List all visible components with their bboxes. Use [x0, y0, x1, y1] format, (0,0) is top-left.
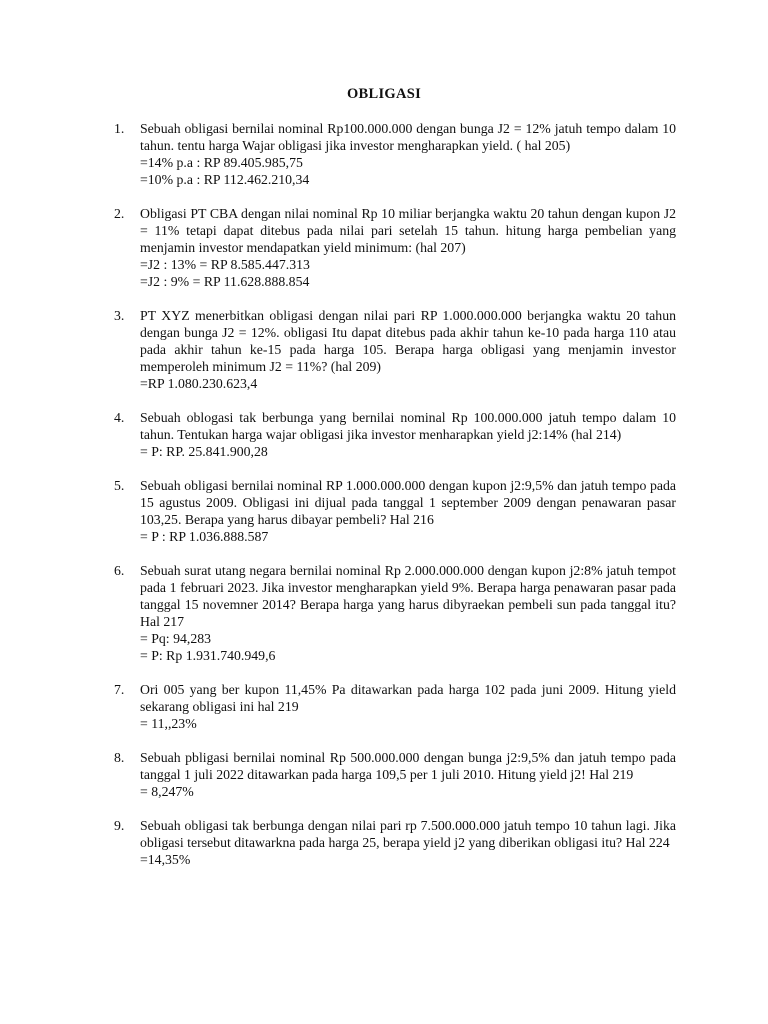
question-item — [114, 749, 676, 800]
question-item — [114, 409, 676, 460]
question-item — [114, 120, 676, 188]
question-text: Ori 005 yang ber kupon 11,45% Pa ditawarkan pada harga 102 pada juni 2009. Hitung yield sekarang obligasi ini hal 219 — [140, 682, 676, 714]
question-text: Obligasi PT CBA dengan nilai nominal Rp 10 miliar berjangka waktu 20 tahun dengan kupon J2 = 11% tetapi dapat ditebus pada nilai pari setelah 15 tahun. hitung harga pembelian yang menjamin investor mendapatkan yield minimum: (hal 207) — [140, 206, 676, 255]
answer-line: = P: RP. 25.841.900,28 — [140, 444, 268, 459]
answer-line: = 11,,23% — [140, 716, 197, 731]
document-title: OBLIGASI — [346, 86, 422, 102]
answer-line: = P: Rp 1.931.740.949,6 — [140, 648, 276, 663]
question-number: 6. — [114, 563, 125, 578]
question-text: Sebuah obligasi bernilai nominal Rp100.000.000 dengan bunga J2 = 12% jatuh tempo dalam 10 tahun. tentu harga Wajar obligasi jika investor mengharapkan yield. ( hal 205) — [140, 121, 676, 153]
question-number: 4. — [114, 410, 125, 425]
answer-line: = 8,247% — [140, 784, 194, 799]
question-item — [114, 205, 676, 290]
question-item — [114, 562, 676, 664]
question-number: 2. — [114, 206, 125, 221]
answer-line: =RP 1.080.230.623,4 — [140, 376, 258, 391]
question-text: PT XYZ menerbitkan obligasi dengan nilai pari RP 1.000.000.000 berjangka waktu 20 tahun dengan bunga J2 = 12%. obligasi Itu dapat ditebus pada akhir tahun ke-10 pada harga 110 atau pada akhir tahun ke-15 pada harga 105. Berapa harga obligasi yang menjamin investor memperoleh minimum J2 = 11%? (hal 209) — [140, 308, 676, 374]
question-item — [114, 817, 676, 868]
answer-line: = Pq: 94,283 — [140, 631, 212, 646]
question-text: Sebuah obligasi bernilai nominal RP 1.000.000.000 dengan kupon j2:9,5% dan jatuh tempo pada 15 agustus 2009. Obligasi ini dijual pada tanggal 1 september 2009 dengan penawaran pasar 103,25. Berapa yang harus dibayar pembeli? Hal 216 — [140, 478, 676, 527]
answer-line: =J2 : 9% = RP 11.628.888.854 — [140, 274, 310, 289]
question-item — [114, 681, 676, 732]
question-number: 1. — [114, 121, 125, 136]
answer-line: = P : RP 1.036.888.587 — [140, 529, 269, 544]
question-text: Sebuah obligasi tak berbunga dengan nilai pari rp 7.500.000.000 jatuh tempo 10 tahun lagi. Jika obligasi tersebut ditawarkna pada harga 25, berapa yield j2 yang diberikan obligasi itu? Hal 224 — [140, 818, 676, 850]
answer-line: =J2 : 13% = RP 8.585.447.313 — [140, 257, 310, 272]
question-text: Sebuah pbligasi bernilai nominal Rp 500.000.000 dengan bunga j2:9,5% dan jatuh tempo pada tanggal 1 juli 2022 ditawarkan pada harga 109,5 per 1 juli 2010. Hitung yield j2! Hal 219 — [140, 750, 676, 782]
answer-line: =14,35% — [140, 852, 191, 867]
question-text: Sebuah oblogasi tak berbunga yang bernilai nominal Rp 100.000.000 jatuh tempo dalam 10 tahun. Tentukan harga wajar obligasi jika investor menharapkan yield j2:14% (hal 214) — [140, 410, 676, 442]
question-number: 9. — [114, 818, 125, 833]
question-item — [114, 307, 676, 392]
answer-line: =14% p.a : RP 89.405.985,75 — [140, 155, 303, 170]
question-number: 7. — [114, 682, 125, 697]
answer-line: =10% p.a : RP 112.462.210,34 — [140, 172, 310, 187]
question-item — [114, 477, 676, 545]
question-number: 8. — [114, 750, 125, 765]
question-list — [114, 120, 676, 868]
question-number: 5. — [114, 478, 125, 493]
question-text: Sebuah surat utang negara bernilai nominal Rp 2.000.000.000 dengan kupon j2:8% jatuh tempot pada 1 februari 2023. Jika investor mengharapkan yield 9%. Berapa harga penawaran pasar pada tanggal 15 novemner 2014? Berapa harga yang harus dibyraekan pembeli sun pada tanggal itu? Hal 217 — [140, 563, 676, 629]
question-number: 3. — [114, 308, 125, 323]
